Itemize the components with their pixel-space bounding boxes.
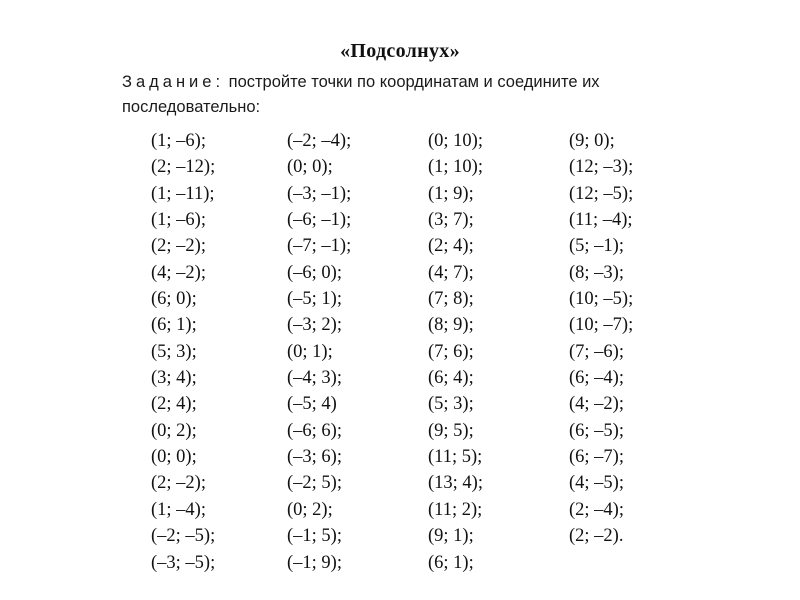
coordinate-point: (5; –1); — [569, 236, 624, 257]
coordinate-point: (10; –7); — [569, 315, 634, 336]
coordinate-point: (0; 10); — [428, 131, 483, 151]
coordinate-point: (5; 3); — [151, 341, 197, 362]
coordinate-point: (1; –6); — [151, 210, 206, 231]
coordinate-point: (0; 0); — [287, 157, 333, 178]
coordinate-point: (0; 2); — [151, 420, 197, 441]
coordinate-point: (–6; 0); — [287, 262, 342, 283]
coordinate-point: (2; –4); — [569, 499, 624, 520]
coordinates-column-3 — [428, 128, 483, 576]
coordinate-point: (0; 0); — [151, 447, 197, 468]
coordinate-point: (0; 1); — [287, 341, 333, 362]
coordinate-point: (1; 9); — [428, 183, 474, 204]
coordinate-point: (4; 7); — [428, 262, 474, 283]
coordinate-point: (–2; 5); — [287, 473, 342, 494]
coordinate-point: (7; 8); — [428, 289, 474, 310]
coordinate-point: (–3; –1); — [287, 183, 352, 204]
coordinate-point: (6; 1); — [428, 552, 474, 573]
coordinate-point: (7; 6); — [428, 341, 474, 362]
coordinate-point: (–3; 2); — [287, 315, 342, 336]
coordinate-point: (6; 1); — [151, 315, 197, 336]
coordinate-point: (9; 0); — [569, 131, 615, 151]
coordinate-point: (–3; –5); — [151, 552, 216, 573]
coordinate-point: (2; 4); — [151, 394, 197, 415]
coordinate-point: (1; 10); — [428, 157, 483, 178]
coordinate-point: (1; –4); — [151, 499, 206, 520]
coordinate-point: (1; –11); — [151, 183, 215, 204]
coordinate-point: (4; –2); — [569, 394, 624, 415]
task-text-line-2: последовательно: — [122, 98, 261, 116]
coordinate-point: (2; –12); — [151, 157, 216, 178]
coordinate-point: (–6; –1); — [287, 210, 352, 231]
coordinate-point: (2; –2); — [151, 236, 206, 257]
coordinate-point: (–5; 4) — [287, 394, 337, 415]
coordinate-point: (11; 2); — [428, 499, 483, 520]
page-title: «Подсолнух» — [340, 40, 460, 62]
coordinate-point: (6; 0); — [151, 289, 197, 310]
coordinate-point: (4; –2); — [151, 262, 206, 283]
task-text-line-1: постройте точки по координатам и соедините их — [224, 73, 600, 91]
coordinate-point: (2; 4); — [428, 236, 474, 257]
coordinate-point: (2; –2). — [569, 526, 624, 547]
coordinate-point: (–4; 3); — [287, 368, 342, 389]
coordinate-point: (6; –4); — [569, 368, 624, 389]
coordinate-point: (5; 3); — [428, 394, 474, 415]
coordinate-point: (7; –6); — [569, 341, 624, 362]
coordinate-point: (–1; 5); — [287, 526, 342, 547]
coordinate-point: (6; –5); — [569, 420, 624, 441]
coordinate-point: (2; –2); — [151, 473, 206, 494]
coordinate-point: (–7; –1); — [287, 236, 352, 257]
coordinate-point: (9; 5); — [428, 420, 474, 441]
coordinate-point: (–6; 6); — [287, 420, 342, 441]
coordinate-point: (12; –3); — [569, 157, 634, 178]
coordinate-point: (13; 4); — [428, 473, 483, 494]
coordinate-point: (–5; 1); — [287, 289, 342, 310]
coordinate-point: (11; 5); — [428, 447, 483, 468]
coordinate-point: (12; –5); — [569, 183, 634, 204]
coordinate-point: (8; –3); — [569, 262, 624, 283]
coordinate-point: (8; 9); — [428, 315, 474, 336]
coordinate-point: (–1; 9); — [287, 552, 342, 573]
coordinate-point: (–2; –5); — [151, 526, 216, 547]
coordinate-point: (3; 7); — [428, 210, 474, 231]
coordinate-point: (1; –6); — [151, 131, 206, 151]
coordinates-column-2 — [287, 128, 351, 576]
coordinate-point: (11; –4); — [569, 210, 633, 231]
coordinate-point: (6; –7); — [569, 447, 624, 468]
coordinate-point: (3; 4); — [151, 368, 197, 389]
coordinate-point: (6; 4); — [428, 368, 474, 389]
coordinate-point: (–3; 6); — [287, 447, 342, 468]
task-instructions — [122, 70, 722, 120]
coordinate-point: (10; –5); — [569, 289, 634, 310]
coordinates-column-4 — [569, 128, 633, 550]
coordinate-point: (9; 1); — [428, 526, 474, 547]
coordinate-point: (–2; –4); — [287, 131, 352, 151]
coordinate-point: (4; –5); — [569, 473, 624, 494]
task-label: Задание: — [122, 73, 225, 91]
coordinate-point: (0; 2); — [287, 499, 333, 520]
coordinates-column-1 — [151, 128, 215, 576]
